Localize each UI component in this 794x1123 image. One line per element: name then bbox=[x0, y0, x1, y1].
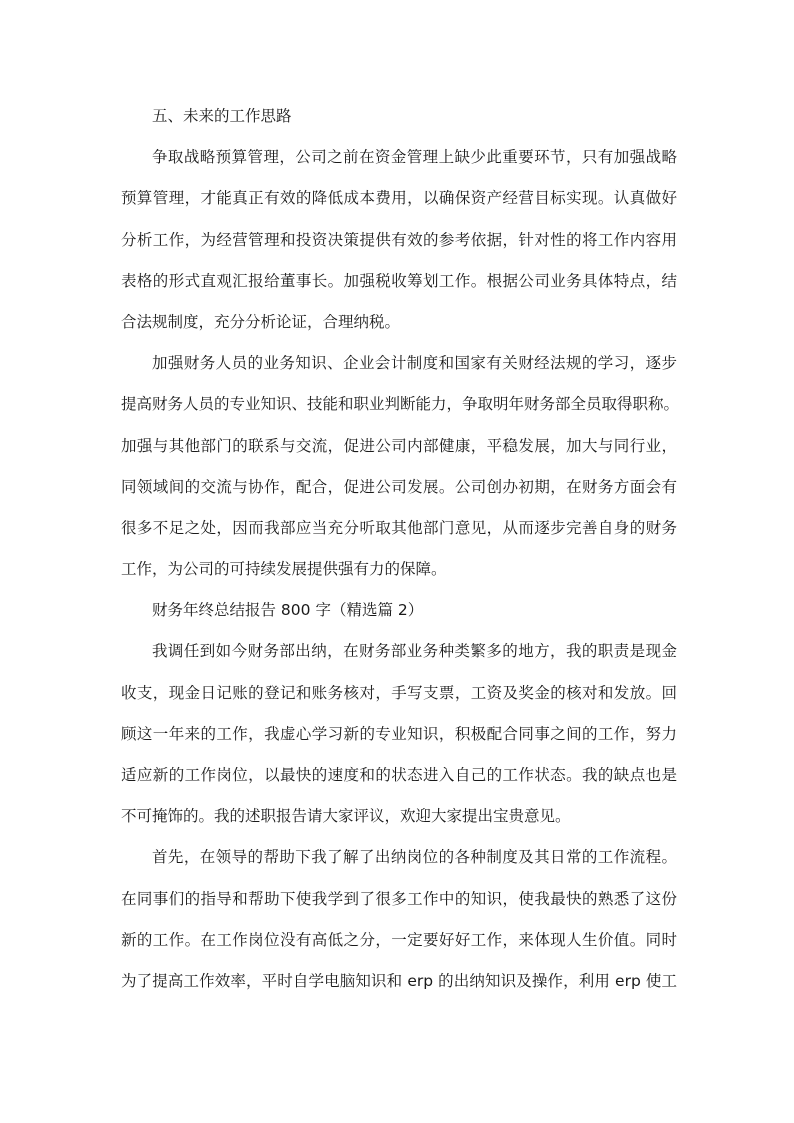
paragraph-line: 收支，现金日记账的登记和账务核对，手写支票，工资及奖金的核对和发放。回 bbox=[121, 683, 677, 702]
paragraph-line: 同领域间的交流与协作，配合，促进公司发展。公司创办初期，在财务方面会有 bbox=[121, 477, 677, 496]
paragraph-line: 在同事们的指导和帮助下使我学到了很多工作中的知识，使我最快的熟悉了这份 bbox=[121, 889, 677, 908]
paragraph-line: 很多不足之处，因而我部应当充分听取其他部门意见，从而逐步完善自身的财务 bbox=[121, 518, 677, 537]
paragraph-line: 工作，为公司的可持续发展提供强有力的保障。 bbox=[121, 560, 447, 579]
paragraph-line: 加强财务人员的业务知识、企业会计制度和国家有关财经法规的学习，逐步 bbox=[152, 354, 677, 373]
paragraph-line: 为了提高工作效率，平时自学电脑知识和 erp 的出纳知识及操作，利用 erp 使工 bbox=[121, 971, 677, 990]
paragraph-line: 不可掩饰的。我的述职报告请大家评议，欢迎大家提出宝贵意见。 bbox=[121, 807, 571, 826]
paragraph-line: 新的工作。在工作岗位没有高低之分，一定要好好工作，来体现人生价值。同时 bbox=[121, 930, 677, 949]
paragraph-line: 加强与其他部门的联系与交流，促进公司内部健康，平稳发展，加大与同行业， bbox=[121, 436, 677, 455]
paragraph-line: 适应新的工作岗位，以最快的速度和的状态进入自己的工作状态。我的缺点也是 bbox=[121, 766, 677, 784]
document-page bbox=[121, 96, 680, 1002]
paragraph-line: 顾这一年来的工作，我虚心学习新的专业知识，积极配合同事之间的工作，努力 bbox=[121, 724, 677, 743]
paragraph-line: 争取战略预算管理，公司之前在资金管理上缺少此重要环节，只有加强战略 bbox=[152, 148, 677, 167]
paragraph-line: 表格的形式直观汇报给董事长。加强税收筹划工作。根据公司业务具体特点，结 bbox=[121, 271, 677, 290]
section-heading: 财务年终总结报告 800 字（精选篇 2） bbox=[152, 601, 424, 620]
paragraph-line: 首先，在领导的帮助下我了解了出纳岗位的各种制度及其日常的工作流程。 bbox=[152, 848, 677, 867]
paragraph-line: 提高财务人员的专业知识、技能和职业判断能力，争取明年财务部全员取得职称。 bbox=[121, 395, 680, 414]
section-heading: 五、未来的工作思路 bbox=[152, 107, 292, 125]
paragraph-line: 我调任到如今财务部出纳，在财务部业务种类繁多的地方，我的职责是现金 bbox=[152, 642, 677, 661]
paragraph-line: 合法规制度，充分分析论证，合理纳税。 bbox=[121, 312, 401, 331]
paragraph-line: 预算管理，才能真正有效的降低成本费用，以确保资产经营目标实现。认真做好 bbox=[121, 189, 677, 208]
paragraph-line: 分析工作，为经营管理和投资决策提供有效的参考依据，针对性的将工作内容用 bbox=[121, 230, 677, 249]
